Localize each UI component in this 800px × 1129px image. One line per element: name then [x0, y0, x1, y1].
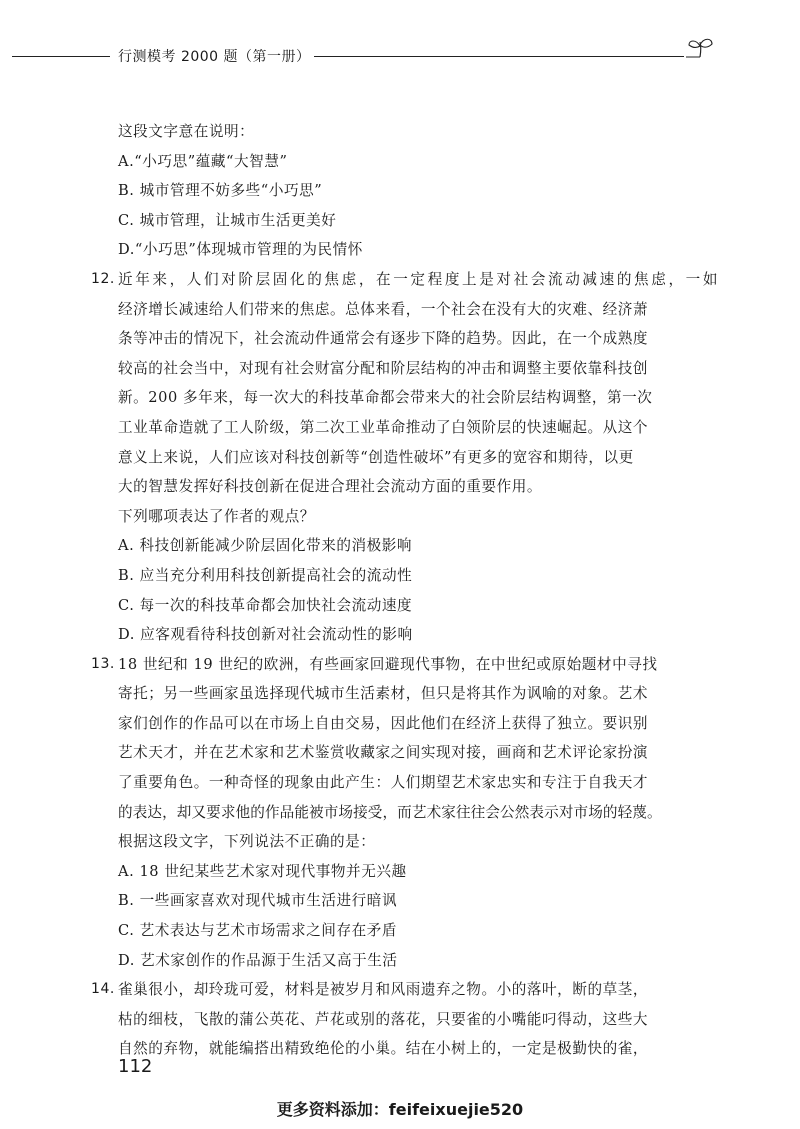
- q13-line-4: 艺术天才，并在艺术家和艺术鉴赏收藏家之间实现对接，画商和艺术评论家扮演: [118, 744, 649, 762]
- q13-text-1: 18 世纪和 19 世纪的欧洲，有些画家回避现代事物，在中世纪或原始题材中寻找: [118, 655, 658, 673]
- running-header: [12, 44, 724, 68]
- q14-line-1: [91, 975, 718, 1005]
- q12-line-2: 经济增长减速给人们带来的焦虑。总体来看，一个社会在没有大的灾难、经济萧: [118, 300, 649, 318]
- page-number: 112: [118, 1056, 153, 1077]
- q14-text-1: 雀巢很小，却玲珑可爱，材料是被岁月和风雨遗弃之物。小的落叶，断的草茎，: [118, 981, 649, 999]
- footer-note: 更多资料添加：feifeixuejie520: [276, 1100, 524, 1119]
- q11-option-d: D.“小巧思”体现城市管理的为民情怀: [118, 241, 363, 259]
- header-rule-right: [314, 56, 684, 57]
- q11-option-b: B. 城市管理不妨多些“小巧思”: [118, 182, 323, 200]
- q13-line-3: 家们创作的作品可以在市场上自由交易，因此他们在经济上获得了独立。要识别: [118, 714, 649, 732]
- q11-option-a: A.“小巧思”蕴藏“大智慧”: [118, 152, 288, 170]
- q13-number: 13.: [91, 655, 115, 672]
- q14-line-2: 枯的细枝，飞散的蒲公英花、芦花或别的落花，只要雀的小嘴能叼得动，这些大: [118, 1010, 649, 1028]
- q12-line-7: 意义上来说，人们应该对科技创新等“创造性破坏”有更多的宽容和期待，以更: [118, 448, 634, 466]
- q12-line-6: 工业革命造就了工人阶级，第二次工业革命推动了白领阶层的快速崛起。从这个: [118, 418, 649, 436]
- q12-option-b: B. 应当充分利用科技创新提高社会的流动性: [118, 566, 413, 584]
- q13-line-2: 寄托；另一些画家虽选择现代城市生活素材，但只是将其作为讽喻的对象。艺术: [118, 685, 649, 703]
- q13-prompt: 根据这段文字，下列说法不正确的是：: [118, 833, 376, 851]
- q13-line-1: [91, 650, 718, 680]
- header-rule-left: [12, 56, 110, 57]
- q12-option-a: A. 科技创新能减少阶层固化带来的消极影响: [118, 537, 413, 555]
- q13-option-a: A. 18 世纪某些艺术家对现代事物并无兴趣: [118, 862, 407, 880]
- q12-option-d: D. 应客观看待科技创新对社会流动性的影响: [118, 626, 413, 644]
- q13-option-d: D. 艺术家创作的作品源于生活又高于生活: [118, 951, 398, 969]
- q14-line-3: 自然的弃物，就能编搭出精致绝伦的小巢。结在小树上的，一定是极勤快的雀，: [118, 1040, 649, 1058]
- book-title: 行测模考 2000 题（第一册）: [118, 49, 311, 65]
- q11-option-c: C. 城市管理，让城市生活更美好: [118, 211, 337, 229]
- q13-line-5: 了重要角色。一种奇怪的现象由此产生：人们期望艺术家忠实和专注于自我天才: [118, 774, 649, 792]
- q12-line-1: [91, 265, 718, 295]
- q12-line-5: 新。200 多年来，每一次大的科技革命都会带来大的社会阶层结构调整，第一次: [118, 389, 653, 407]
- q12-line-8: 大的智慧发挥好科技创新在促进合理社会流动方面的重要作用。: [118, 478, 543, 496]
- q12-text-1: 近年来，人们对阶层固化的焦虑，在一定程度上是对社会流动减速的焦虑，一如: [118, 270, 718, 288]
- q12-line-3: 条等冲击的情况下，社会流动件通常会有逐步下降的趋势。因此，在一个成熟度: [118, 330, 649, 348]
- q14-number: 14.: [91, 981, 115, 998]
- q12-prompt: 下列哪项表达了作者的观点？: [118, 507, 315, 525]
- page-content: [91, 117, 718, 1064]
- q13-option-c: C. 艺术表达与艺术市场需求之间存在矛盾: [118, 922, 398, 940]
- q12-number: 12.: [91, 270, 115, 287]
- sprout-icon: [684, 36, 718, 64]
- q13-option-b: B. 一些画家喜欢对现代城市生活进行暗讽: [118, 892, 398, 910]
- q12-line-4: 较高的社会当中，对现有社会财富分配和阶层结构的冲击和调整主要依靠科技创: [118, 359, 649, 377]
- q12-option-c: C. 每一次的科技革命都会加快社会流动速度: [118, 596, 413, 614]
- q13-line-6: 的表达，却又要求他的作品能被市场接受，而艺术家往往会公然表示对市场的轻蔑。: [118, 803, 662, 821]
- q11-prompt: 这段文字意在说明：: [118, 123, 255, 140]
